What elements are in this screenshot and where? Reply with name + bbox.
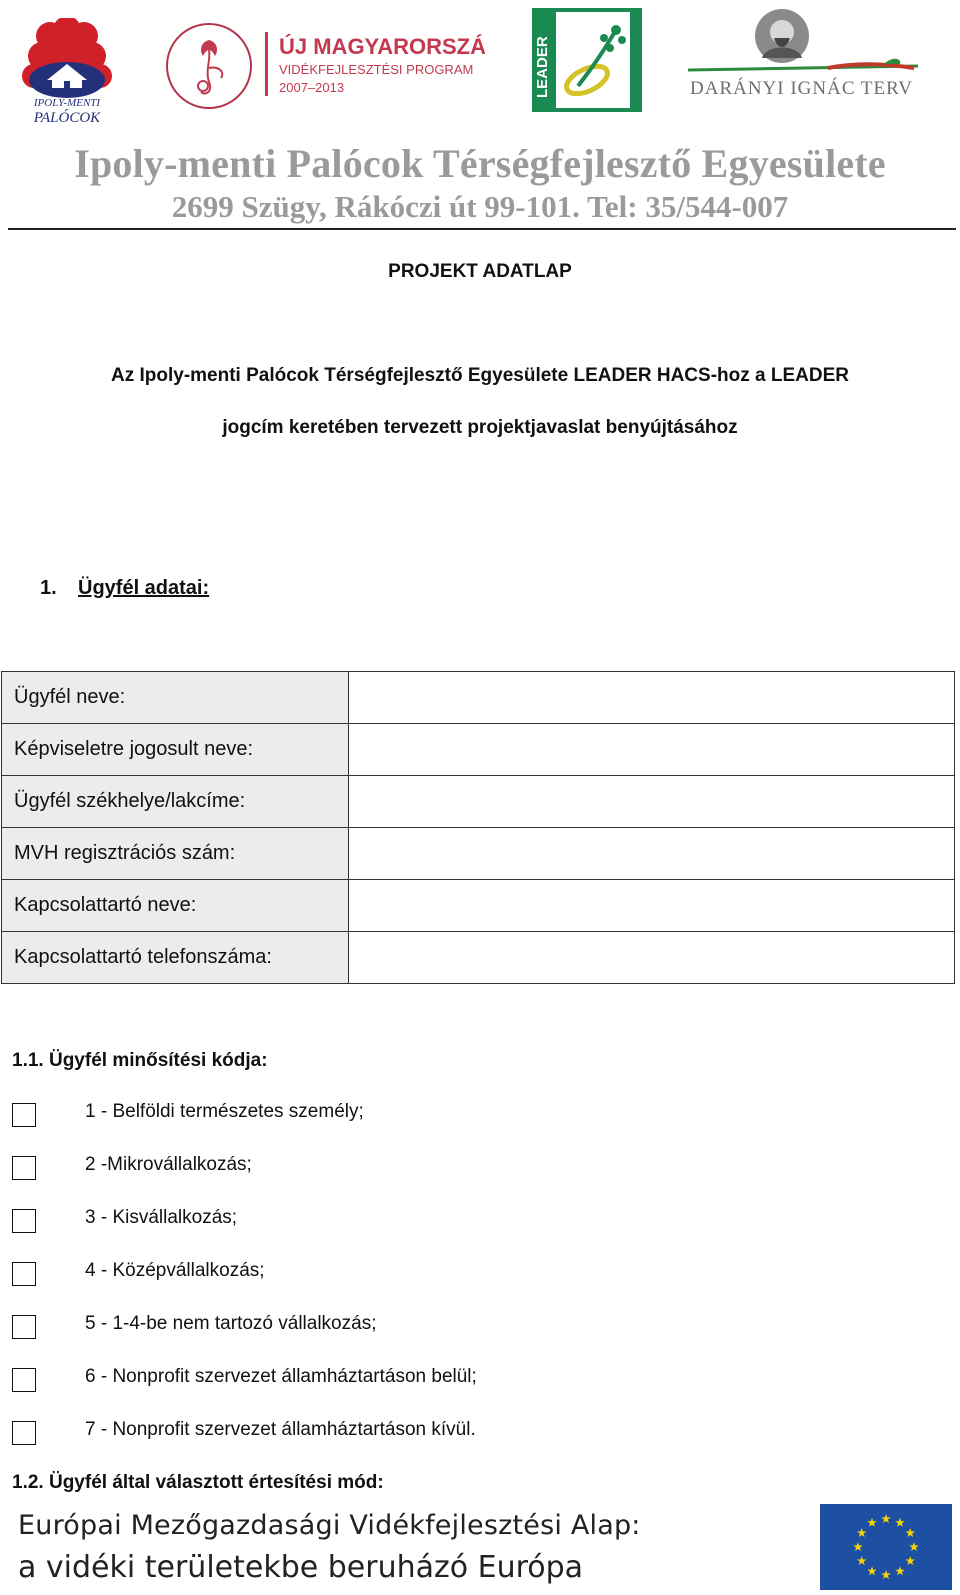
option-2-checkbox[interactable] <box>12 1156 36 1180</box>
option-4-checkbox[interactable] <box>12 1262 36 1286</box>
option-6-checkbox[interactable] <box>12 1368 36 1392</box>
uj-magyarorszag-logo <box>165 20 485 112</box>
section-1-title: Ügyfél adatai: <box>78 577 210 599</box>
leader-text: LEADER <box>534 36 551 98</box>
field-label: Ügyfél neve: <box>2 672 349 724</box>
list-item <box>12 1260 912 1290</box>
ujm-years: 2007–2013 <box>279 80 345 95</box>
field-label: MVH regisztrációs szám: <box>2 828 349 880</box>
option-1-checkbox[interactable] <box>12 1103 36 1127</box>
intro-line-2: jogcím keretében tervezett projektjavaslat benyújtásához <box>222 417 738 438</box>
list-item <box>12 1419 912 1449</box>
ipoly-palocok-logo-icon <box>12 18 122 128</box>
footer-line-2: a vidéki területekbe beruházó Európa <box>18 1550 584 1585</box>
intro-line-1: Az Ipoly-menti Palócok Térségfejlesztő Egyesülete LEADER HACS-hoz a LEADER <box>111 365 849 386</box>
field-label: Ügyfél székhelye/lakcíme: <box>2 776 349 828</box>
ipoly-logo-line2: PALÓCOK <box>33 110 101 126</box>
table-row <box>2 672 955 724</box>
option-label: 5 - 1-4-be nem tartozó vállalkozás; <box>85 1313 377 1334</box>
list-item <box>12 1154 912 1184</box>
table-row <box>2 880 955 932</box>
field-label: Kapcsolattartó neve: <box>2 880 349 932</box>
ujm-title: ÚJ MAGYARORSZÁG <box>279 34 485 59</box>
organization-name: Ipoly-menti Palócok Térségfejlesztő Egyesülete <box>74 141 886 186</box>
option-label: 4 - Középvállalkozás; <box>85 1260 265 1281</box>
portrait-icon <box>755 9 809 63</box>
list-item <box>12 1366 912 1396</box>
eu-flag-icon <box>820 1504 952 1590</box>
leader-logo-icon <box>532 8 642 112</box>
list-item <box>12 1101 912 1131</box>
tulip-flower-icon <box>167 24 251 108</box>
ipoly-logo-line1: IPOLY-MENTI <box>33 97 101 109</box>
daranyi-text: DARÁNYI IGNÁC TERV <box>690 78 914 99</box>
representative-name-field[interactable] <box>349 724 955 776</box>
option-label: 6 - Nonprofit szervezet államháztartáson belül; <box>85 1366 477 1387</box>
option-7-checkbox[interactable] <box>12 1421 36 1445</box>
option-label: 7 - Nonprofit szervezet államháztartáson kívül. <box>85 1419 476 1440</box>
section-1-2-heading: 1.2. Ügyfél által választott értesítési mód: <box>12 1472 384 1493</box>
option-label: 1 - Belföldi természetes személy; <box>85 1101 364 1122</box>
field-label: Képviseletre jogosult neve: <box>2 724 349 776</box>
table-row <box>2 724 955 776</box>
client-name-field[interactable] <box>349 672 955 724</box>
option-3-checkbox[interactable] <box>12 1209 36 1233</box>
ujm-subtitle: VIDÉKFEJLESZTÉSI PROGRAM <box>279 62 474 77</box>
header-divider <box>8 228 956 230</box>
section-1-heading <box>40 577 209 600</box>
contact-name-field[interactable] <box>349 880 955 932</box>
table-row <box>2 932 955 984</box>
client-address-field[interactable] <box>349 776 955 828</box>
option-5-checkbox[interactable] <box>12 1315 36 1339</box>
daranyi-ignac-terv-logo <box>688 8 918 108</box>
list-item <box>12 1313 912 1343</box>
list-item <box>12 1207 912 1237</box>
footer-line-1: Európai Mezőgazdasági Vidékfejlesztési Alap: <box>18 1510 641 1541</box>
contact-phone-field[interactable] <box>349 932 955 984</box>
section-1-number: 1. <box>40 577 57 599</box>
option-label: 3 - Kisvállalkozás; <box>85 1207 238 1228</box>
document-title: PROJEKT ADATLAP <box>388 261 572 282</box>
table-row <box>2 828 955 880</box>
option-label: 2 -Mikrovállalkozás; <box>85 1154 252 1175</box>
section-1-1-heading: 1.1. Ügyfél minősítési kódja: <box>12 1050 268 1071</box>
field-label: Kapcsolattartó telefonszáma: <box>2 932 349 984</box>
mvh-registration-field[interactable] <box>349 828 955 880</box>
table-row <box>2 776 955 828</box>
client-data-table <box>1 671 955 984</box>
organization-address: 2699 Szügy, Rákóczi út 99-101. Tel: 35/544-007 <box>171 189 789 224</box>
